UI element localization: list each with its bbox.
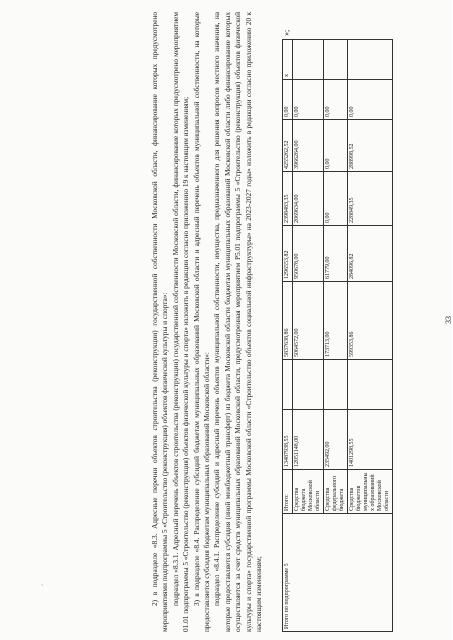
value-cell: 2398483,35 bbox=[283, 172, 293, 226]
value-cell bbox=[324, 40, 348, 80]
table-row bbox=[283, 40, 293, 632]
value-cell bbox=[283, 360, 293, 410]
value-cell: 5064572,00 bbox=[293, 282, 324, 360]
value-cell: 0,00 bbox=[324, 172, 348, 226]
value-cell: 2069634,00 bbox=[293, 172, 324, 226]
source-cell: Средства бюджета Московской области bbox=[293, 470, 324, 514]
source-cell: Средства федерального бюджета bbox=[324, 470, 348, 514]
value-cell bbox=[293, 360, 324, 410]
value-cell bbox=[324, 360, 348, 410]
value-cell: 1296553,82 bbox=[283, 226, 293, 282]
value-cell: 5837638,86 bbox=[283, 282, 293, 360]
value-cell: 288998,52 bbox=[348, 120, 393, 172]
paragraph: 3) в подразделе «8.4. Распределение субсидий бюджетам муниципальных образований Московской области и адресный перечень объектов муниципальной собственности, на которые предоставляется субсидия бюджетам муниципальных образований Московской области»: bbox=[191, 12, 212, 632]
value-cell: 0,00 bbox=[283, 80, 293, 120]
value-cell: 599353,86 bbox=[348, 282, 393, 360]
paragraph: подраздел «8.3.1. Адресный перечень объектов строительства (реконструкции) государственной собственности Московской области, финансирование которых предусмотрено мероприятием 01.01 подпрограммы 5 «Строительство (реконструкция) объектов физической культуры и спорта» изложить в редакции согласно приложению 19 к настоящим изменениям; bbox=[170, 12, 191, 632]
value-cell: 12051148,00 bbox=[293, 410, 324, 470]
paragraph: подраздел «8.4.1. Распределение субсидий и адресный перечень объектов муниципальной собственности, имущества, предназначенного для решения вопросов местного значения, на которые предоставляется субсидия (иной межбюджетный трансферт) из бюджета Московской области бюджетам муниципальных образований Московской области либо финансирование которых осуществляется за счет средств муниципальных образований Московской области, предусмотренная мероприятием P5.01 подпрограммы 5 «Строительство (реконструкция) объектов физической культуры и спорта» государственной программы Московской области «Строительство объектов социальной инфраструктуры» на 2023-2027 годы» изложить в редакции согласно приложению 20 к настоящим изменениям; bbox=[212, 12, 264, 632]
margin-mark: · bbox=[40, 584, 46, 586]
value-cell bbox=[348, 40, 393, 80]
value-cell: 0,00 bbox=[348, 80, 393, 120]
source-cell: Средства бюджетов муниципальных образований Московской области bbox=[348, 470, 393, 514]
value-cell: 950678,00 bbox=[293, 226, 324, 282]
value-cell: 0,00 bbox=[324, 80, 348, 120]
value-cell: 235492,00 bbox=[324, 410, 348, 470]
value-cell: 61779,00 bbox=[324, 226, 348, 282]
paragraph: 2) в подразделе «8.3. Адресные перечни объектов строительства (реконструкции) государственной собственности Московской области, финансирование которых предусмотрено мероприятиями подпрограммы 5 «Строительство (реконструкция) объектов физической культуры и спорта»: bbox=[150, 12, 170, 632]
value-cell: 0,00 bbox=[324, 120, 348, 172]
value-cell: 3966264,00 bbox=[293, 120, 324, 172]
total-label-cell: Итого: bbox=[283, 470, 293, 514]
value-cell: 173713,00 bbox=[324, 282, 348, 360]
amendment-text bbox=[150, 12, 264, 632]
value-cell bbox=[293, 40, 324, 80]
value-cell: 0,00 bbox=[293, 80, 324, 120]
value-cell: 1401298,55 bbox=[348, 410, 393, 470]
value-cell: 228849,35 bbox=[348, 172, 393, 226]
value-cell: 284096,82 bbox=[348, 226, 393, 282]
closing-quote-mark: »; bbox=[282, 29, 291, 36]
financing-table bbox=[282, 39, 393, 632]
page-number: 33 bbox=[444, 316, 453, 324]
value-cell: 13487938,55 bbox=[283, 410, 293, 470]
subprogram-label-cell: Итого по подпрограмме 5 bbox=[283, 514, 393, 632]
value-cell: x bbox=[283, 40, 293, 80]
value-cell bbox=[348, 360, 393, 410]
value-cell: 4255262,52 bbox=[283, 120, 293, 172]
